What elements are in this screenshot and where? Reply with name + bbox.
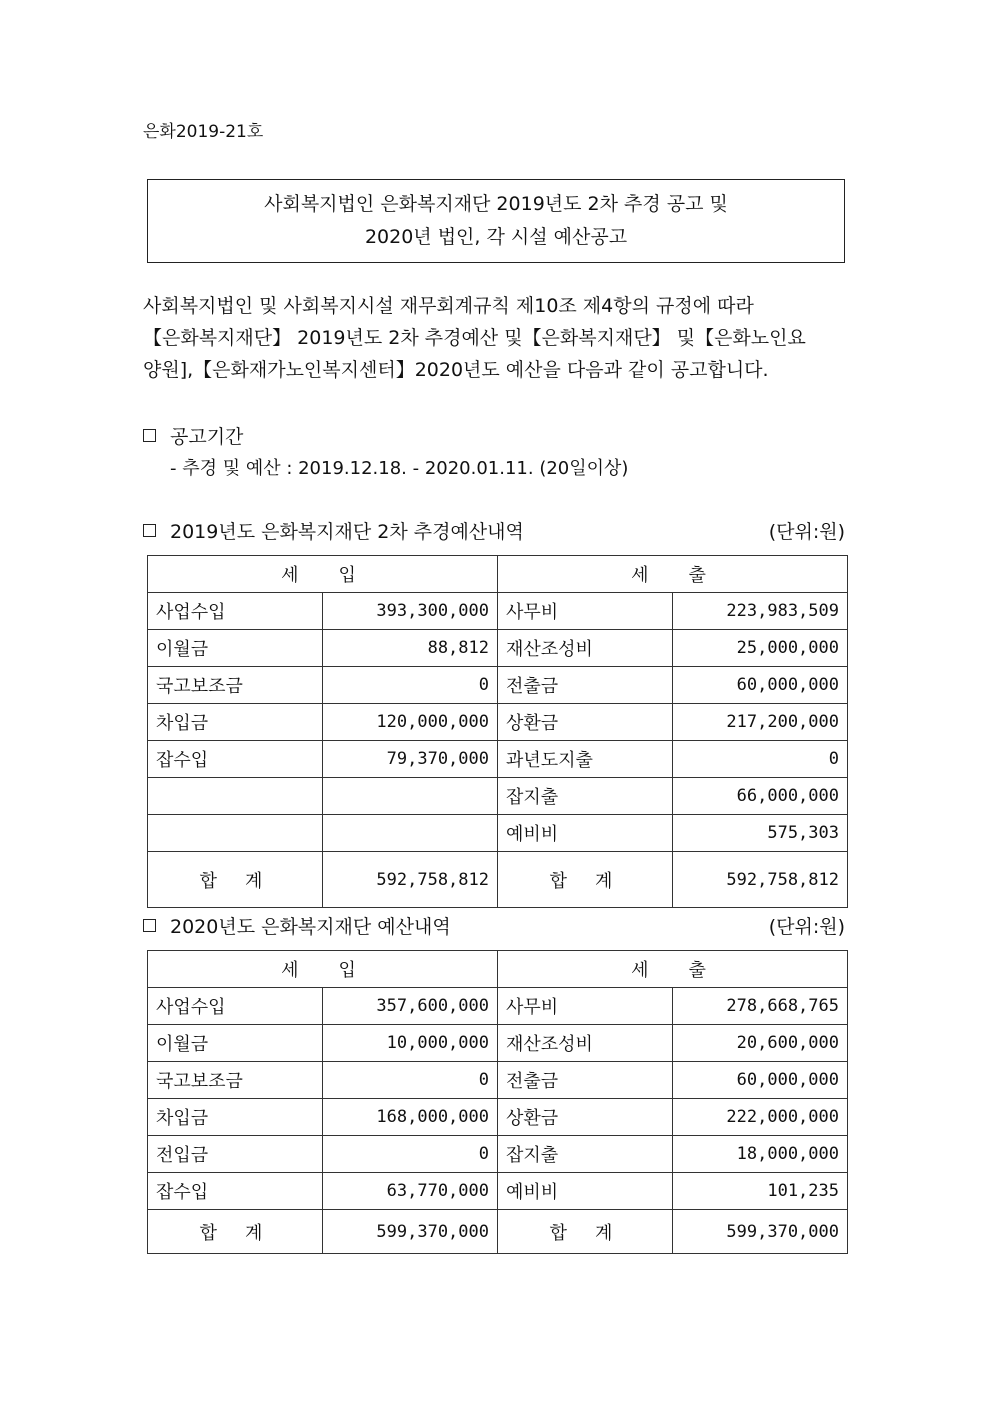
intro-paragraph: [143, 290, 851, 386]
income-label: 사업수입: [148, 988, 323, 1025]
income-total-label: 합계: [148, 852, 323, 908]
table2-budget: [147, 950, 848, 1254]
expense-total-value: 592,758,812: [673, 852, 848, 908]
income-value: [323, 815, 498, 852]
expense-total-label: 합계: [498, 852, 673, 908]
title-line-1: 사회복지법인 은화복지재단 2019년도 2차 추경 공고 및: [264, 193, 728, 215]
income-header: 세입: [148, 951, 498, 988]
title-line-2: 2020년 법인, 각 시설 예산공고: [364, 226, 628, 248]
income-header: 세입: [148, 556, 498, 593]
expense-value: 0: [673, 741, 848, 778]
table-row: [148, 630, 848, 667]
income-label: 이월금: [148, 630, 323, 667]
table-row: [148, 667, 848, 704]
expense-label: 사무비: [498, 593, 673, 630]
income-label: 전입금: [148, 1136, 323, 1173]
table-row: [148, 593, 848, 630]
income-value: 0: [323, 667, 498, 704]
expense-value: 222,000,000: [673, 1099, 848, 1136]
table-row: [148, 1173, 848, 1210]
table-row: [148, 1062, 848, 1099]
expense-label: 상환금: [498, 704, 673, 741]
income-value: 10,000,000: [323, 1025, 498, 1062]
income-value: 88,812: [323, 630, 498, 667]
expense-value: 18,000,000: [673, 1136, 848, 1173]
checkbox-square-icon: [143, 524, 156, 537]
expense-value: 60,000,000: [673, 1062, 848, 1099]
table-header-row: [148, 951, 848, 988]
expense-value: 25,000,000: [673, 630, 848, 667]
income-value: [323, 778, 498, 815]
income-label: 이월금: [148, 1025, 323, 1062]
expense-value: 223,983,509: [673, 593, 848, 630]
table-row: [148, 988, 848, 1025]
table1-heading-text: 2019년도 은화복지재단 2차 추경예산내역: [170, 521, 524, 543]
table-row: [148, 704, 848, 741]
table-row: [148, 1136, 848, 1173]
checkbox-square-icon: [143, 919, 156, 932]
expense-total-label: 합계: [498, 1210, 673, 1254]
table-row: [148, 778, 848, 815]
table1-unit-label: (단위:원): [768, 521, 845, 543]
income-value: 0: [323, 1136, 498, 1173]
income-label: 차입금: [148, 704, 323, 741]
income-total-value: 592,758,812: [323, 852, 498, 908]
income-total-value: 599,370,000: [323, 1210, 498, 1254]
table1-budget: [147, 555, 848, 908]
income-value: 79,370,000: [323, 741, 498, 778]
income-label: 사업수입: [148, 593, 323, 630]
title-box: [147, 179, 845, 263]
table2-heading: [143, 912, 451, 939]
period-heading-text: 공고기간: [170, 426, 244, 448]
intro-line-3: 양원],【은화재가노인복지센터】2020년도 예산을 다음과 같이 공고합니다.: [143, 359, 769, 381]
expense-label: 잡지출: [498, 1136, 673, 1173]
income-label: 차입금: [148, 1099, 323, 1136]
table1-heading: [143, 517, 524, 544]
expense-label: 전출금: [498, 1062, 673, 1099]
table2-unit-label: (단위:원): [768, 916, 845, 938]
expense-value: 278,668,765: [673, 988, 848, 1025]
expense-value: 66,000,000: [673, 778, 848, 815]
income-label: [148, 815, 323, 852]
table-row: [148, 1025, 848, 1062]
income-total-label: 합계: [148, 1210, 323, 1254]
income-value: 63,770,000: [323, 1173, 498, 1210]
table-row: [148, 741, 848, 778]
income-label: 국고보조금: [148, 667, 323, 704]
expense-header: 세출: [498, 951, 848, 988]
table-row: [148, 815, 848, 852]
document-number: 은화2019-21호: [143, 122, 264, 142]
income-label: 잡수입: [148, 1173, 323, 1210]
income-value: 0: [323, 1062, 498, 1099]
expense-label: 잡지출: [498, 778, 673, 815]
expense-label: 예비비: [498, 815, 673, 852]
table-row: [148, 1099, 848, 1136]
income-value: 120,000,000: [323, 704, 498, 741]
income-label: [148, 778, 323, 815]
intro-line-2: 【은화복지재단】 2019년도 2차 추경예산 및【은화복지재단】 및【은화노인요: [143, 327, 806, 349]
expense-value: 20,600,000: [673, 1025, 848, 1062]
expense-label: 재산조성비: [498, 630, 673, 667]
income-value: 393,300,000: [323, 593, 498, 630]
expense-label: 상환금: [498, 1099, 673, 1136]
period-text: - 추경 및 예산 : 2019.12.18. - 2020.01.11. (20일이상): [170, 458, 629, 479]
expense-value: 217,200,000: [673, 704, 848, 741]
expense-label: 재산조성비: [498, 1025, 673, 1062]
total-row: [148, 1210, 848, 1254]
expense-label: 과년도지출: [498, 741, 673, 778]
expense-total-value: 599,370,000: [673, 1210, 848, 1254]
table2-heading-text: 2020년도 은화복지재단 예산내역: [170, 916, 451, 938]
intro-line-1: 사회복지법인 및 사회복지시설 재무회계규칙 제10조 제4항의 규정에 따라: [143, 295, 754, 317]
expense-label: 예비비: [498, 1173, 673, 1210]
expense-value: 60,000,000: [673, 667, 848, 704]
checkbox-square-icon: [143, 429, 156, 442]
income-value: 357,600,000: [323, 988, 498, 1025]
income-label: 잡수입: [148, 741, 323, 778]
expense-label: 전출금: [498, 667, 673, 704]
period-section-heading: [143, 422, 243, 449]
expense-value: 575,303: [673, 815, 848, 852]
total-row: [148, 852, 848, 908]
table-header-row: [148, 556, 848, 593]
income-value: 168,000,000: [323, 1099, 498, 1136]
expense-value: 101,235: [673, 1173, 848, 1210]
expense-header: 세출: [498, 556, 848, 593]
income-label: 국고보조금: [148, 1062, 323, 1099]
expense-label: 사무비: [498, 988, 673, 1025]
